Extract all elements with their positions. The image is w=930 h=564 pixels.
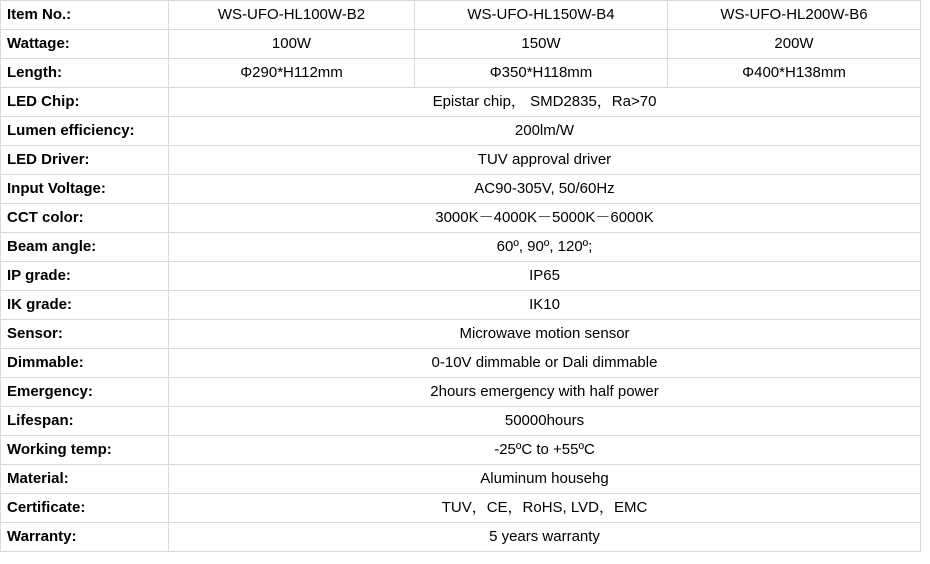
row-value: Epistar chip， SMD2835，Ra>70 — [169, 88, 921, 117]
row-value: WS-UFO-HL200W-B6 — [668, 1, 921, 30]
row-value: 50000hours — [169, 407, 921, 436]
row-value: 200W — [668, 30, 921, 59]
row-label: CCT color: — [1, 204, 169, 233]
row-label: Lumen efficiency: — [1, 117, 169, 146]
row-value: Φ290*H112mm — [169, 59, 415, 88]
table-row — [1, 1, 921, 30]
row-label: Item No.: — [1, 1, 169, 30]
row-value: Φ350*H118mm — [415, 59, 668, 88]
row-value: 2hours emergency with half power — [169, 378, 921, 407]
row-value: -25ºC to +55ºC — [169, 436, 921, 465]
table-row — [1, 146, 921, 175]
table-row — [1, 59, 921, 88]
table-row — [1, 320, 921, 349]
table-row — [1, 88, 921, 117]
row-label: Dimmable: — [1, 349, 169, 378]
row-value: 5 years warranty — [169, 523, 921, 552]
table-row — [1, 204, 921, 233]
row-value: 100W — [169, 30, 415, 59]
row-value: 60º, 90º, 120º; — [169, 233, 921, 262]
table-row — [1, 494, 921, 523]
row-value: IK10 — [169, 291, 921, 320]
row-value: Aluminum househg — [169, 465, 921, 494]
table-row — [1, 349, 921, 378]
row-label: Emergency: — [1, 378, 169, 407]
row-value: IP65 — [169, 262, 921, 291]
row-value: TUV approval driver — [169, 146, 921, 175]
table-row — [1, 117, 921, 146]
row-label: Input Voltage: — [1, 175, 169, 204]
table-row — [1, 465, 921, 494]
specification-table-body — [1, 1, 921, 552]
row-label: Lifespan: — [1, 407, 169, 436]
table-row — [1, 378, 921, 407]
row-value: AC90-305V, 50/60Hz — [169, 175, 921, 204]
row-value: Microwave motion sensor — [169, 320, 921, 349]
row-label: IK grade: — [1, 291, 169, 320]
row-value: 3000K－4000K－5000K－6000K — [169, 204, 921, 233]
row-value: TUV，CE，RoHS, LVD，EMC — [169, 494, 921, 523]
row-value: 0-10V dimmable or Dali dimmable — [169, 349, 921, 378]
table-row — [1, 175, 921, 204]
row-value: 200lm/W — [169, 117, 921, 146]
row-label: Material: — [1, 465, 169, 494]
table-row — [1, 436, 921, 465]
row-value: 150W — [415, 30, 668, 59]
row-label: Wattage: — [1, 30, 169, 59]
row-label: Sensor: — [1, 320, 169, 349]
table-row — [1, 407, 921, 436]
table-row — [1, 233, 921, 262]
row-value: Φ400*H138mm — [668, 59, 921, 88]
table-row — [1, 523, 921, 552]
row-label: Warranty: — [1, 523, 169, 552]
table-row — [1, 30, 921, 59]
row-value: WS-UFO-HL100W-B2 — [169, 1, 415, 30]
row-label: Beam angle: — [1, 233, 169, 262]
table-row — [1, 291, 921, 320]
row-label: Working temp: — [1, 436, 169, 465]
row-label: LED Driver: — [1, 146, 169, 175]
table-row — [1, 262, 921, 291]
row-label: Certificate: — [1, 494, 169, 523]
row-label: LED Chip: — [1, 88, 169, 117]
row-value: WS-UFO-HL150W-B4 — [415, 1, 668, 30]
row-label: IP grade: — [1, 262, 169, 291]
row-label: Length: — [1, 59, 169, 88]
